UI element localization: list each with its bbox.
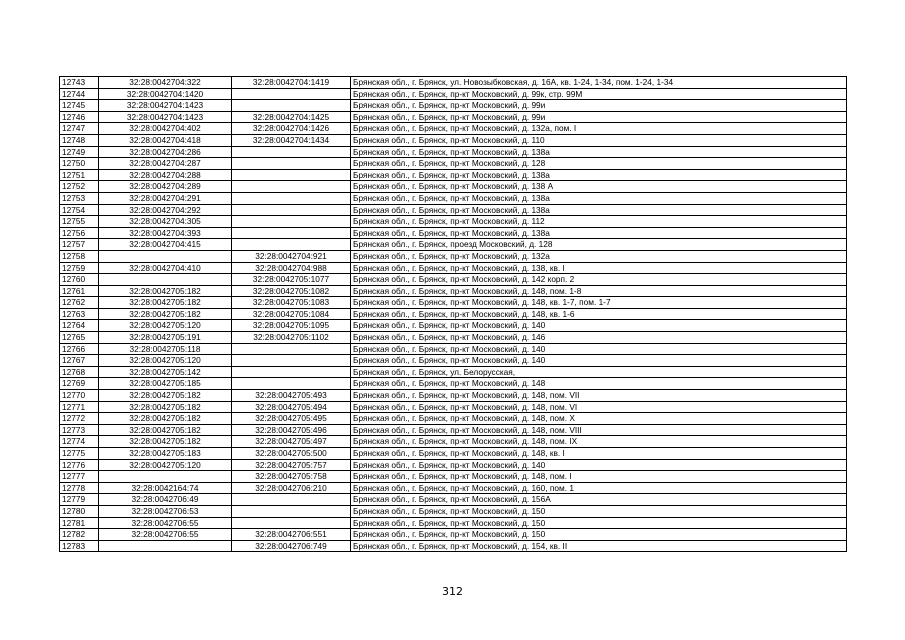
object-number-cell bbox=[232, 239, 351, 251]
address-cell: Брянская обл., г. Брянск, пр-кт Московский, д. 140 bbox=[351, 355, 847, 367]
address-cell: Брянская обл., г. Брянск, пр-кт Московский, д. 148, пом. I bbox=[351, 471, 847, 483]
table-row bbox=[60, 320, 847, 332]
object-number-cell: 32:28:0042705:496 bbox=[232, 424, 351, 436]
row-number-cell: 12759 bbox=[60, 262, 99, 274]
address-cell: Брянская обл., г. Брянск, пр-кт Московский, д. 132а, пом. I bbox=[351, 123, 847, 135]
table-row bbox=[60, 308, 847, 320]
table-row bbox=[60, 111, 847, 123]
table-row bbox=[60, 100, 847, 112]
table-row bbox=[60, 366, 847, 378]
address-cell: Брянская обл., г. Брянск, пр-кт Московский, д. 140 bbox=[351, 343, 847, 355]
object-number-cell: 32:28:0042705:494 bbox=[232, 401, 351, 413]
address-cell: Брянская обл., г. Брянск, пр-кт Московский, д. 138а bbox=[351, 169, 847, 181]
parcel-number-cell: 32:28:0042705:182 bbox=[99, 424, 232, 436]
table-row bbox=[60, 227, 847, 239]
table-row bbox=[60, 355, 847, 367]
registry-table-body bbox=[60, 77, 847, 552]
parcel-number-cell: 32:28:0042705:182 bbox=[99, 401, 232, 413]
table-row bbox=[60, 146, 847, 158]
object-number-cell: 32:28:0042704:1426 bbox=[232, 123, 351, 135]
parcel-number-cell: 32:28:0042705:182 bbox=[99, 413, 232, 425]
object-number-cell bbox=[232, 192, 351, 204]
address-cell: Брянская обл., г. Брянск, пр-кт Московский, д. 138, кв. I bbox=[351, 262, 847, 274]
table-row bbox=[60, 77, 847, 89]
address-cell: Брянская обл., г. Брянск, пр-кт Московский, д. 112 bbox=[351, 216, 847, 228]
address-cell: Брянская обл., г. Брянск, пр-кт Московский, д. 148, пом. X bbox=[351, 413, 847, 425]
parcel-number-cell: 32:28:0042706:55 bbox=[99, 517, 232, 529]
parcel-number-cell: 32:28:0042705:118 bbox=[99, 343, 232, 355]
table-row bbox=[60, 540, 847, 552]
table-row bbox=[60, 529, 847, 541]
table-row bbox=[60, 471, 847, 483]
object-number-cell: 32:28:0042705:1084 bbox=[232, 308, 351, 320]
table-row bbox=[60, 134, 847, 146]
parcel-number-cell: 32:28:0042705:142 bbox=[99, 366, 232, 378]
address-cell: Брянская обл., г. Брянск, пр-кт Московский, д. 148, пом. 1-8 bbox=[351, 285, 847, 297]
parcel-number-cell: 32:28:0042704:291 bbox=[99, 192, 232, 204]
table-row bbox=[60, 169, 847, 181]
address-cell: Брянская обл., г. Брянск, пр-кт Московский, д. 138 А bbox=[351, 181, 847, 193]
row-number-cell: 12761 bbox=[60, 285, 99, 297]
object-number-cell bbox=[232, 378, 351, 390]
table-row bbox=[60, 517, 847, 529]
table-row bbox=[60, 505, 847, 517]
address-cell: Брянская обл., г. Брянск, пр-кт Московский, д. 138а bbox=[351, 146, 847, 158]
object-number-cell: 32:28:0042706:749 bbox=[232, 540, 351, 552]
parcel-number-cell: 32:28:0042704:286 bbox=[99, 146, 232, 158]
table-row bbox=[60, 413, 847, 425]
address-cell: Брянская обл., г. Брянск, пр-кт Московский, д. 99и bbox=[351, 100, 847, 112]
address-cell: Брянская обл., г. Брянск, пр-кт Московский, д. 156А bbox=[351, 494, 847, 506]
table-row bbox=[60, 274, 847, 286]
object-number-cell bbox=[232, 227, 351, 239]
address-cell: Брянская обл., г. Брянск, пр-кт Московский, д. 138а bbox=[351, 227, 847, 239]
row-number-cell: 12758 bbox=[60, 250, 99, 262]
row-number-cell: 12772 bbox=[60, 413, 99, 425]
parcel-number-cell: 32:28:0042705:182 bbox=[99, 285, 232, 297]
address-cell: Брянская обл., г. Брянск, пр-кт Московский, д. 148, пом. VI bbox=[351, 401, 847, 413]
object-number-cell: 32:28:0042704:921 bbox=[232, 250, 351, 262]
address-cell: Брянская обл., г. Брянск, пр-кт Московский, д. 148, кв. 1-7, пом. 1-7 bbox=[351, 297, 847, 309]
row-number-cell: 12749 bbox=[60, 146, 99, 158]
address-cell: Брянская обл., г. Брянск, пр-кт Московский, д. 148, пом. VII bbox=[351, 390, 847, 402]
object-number-cell: 32:28:0042705:500 bbox=[232, 448, 351, 460]
row-number-cell: 12767 bbox=[60, 355, 99, 367]
object-number-cell: 32:28:0042705:1077 bbox=[232, 274, 351, 286]
object-number-cell bbox=[232, 505, 351, 517]
parcel-number-cell: 32:28:0042705:183 bbox=[99, 448, 232, 460]
parcel-number-cell: 32:28:0042704:393 bbox=[99, 227, 232, 239]
address-cell: Брянская обл., г. Брянск, пр-кт Московский, д. 148, кв. I bbox=[351, 448, 847, 460]
object-number-cell bbox=[232, 355, 351, 367]
object-number-cell: 32:28:0042704:1425 bbox=[232, 111, 351, 123]
parcel-number-cell: 32:28:0042704:1423 bbox=[99, 100, 232, 112]
row-number-cell: 12769 bbox=[60, 378, 99, 390]
table-row bbox=[60, 88, 847, 100]
row-number-cell: 12768 bbox=[60, 366, 99, 378]
object-number-cell: 32:28:0042705:1095 bbox=[232, 320, 351, 332]
table-row bbox=[60, 390, 847, 402]
object-number-cell: 32:28:0042705:758 bbox=[232, 471, 351, 483]
row-number-cell: 12756 bbox=[60, 227, 99, 239]
row-number-cell: 12770 bbox=[60, 390, 99, 402]
row-number-cell: 12764 bbox=[60, 320, 99, 332]
object-number-cell: 32:28:0042705:1102 bbox=[232, 332, 351, 344]
row-number-cell: 12763 bbox=[60, 308, 99, 320]
table-row bbox=[60, 285, 847, 297]
table-row bbox=[60, 424, 847, 436]
object-number-cell: 32:28:0042705:1082 bbox=[232, 285, 351, 297]
row-number-cell: 12765 bbox=[60, 332, 99, 344]
object-number-cell: 32:28:0042704:1419 bbox=[232, 77, 351, 89]
table-row bbox=[60, 297, 847, 309]
address-cell: Брянская обл., г. Брянск, пр-кт Московский, д. 140 bbox=[351, 320, 847, 332]
parcel-number-cell: 32:28:0042704:1423 bbox=[99, 111, 232, 123]
parcel-number-cell bbox=[99, 250, 232, 262]
address-cell: Брянская обл., г. Брянск, пр-кт Московский, д. 140 bbox=[351, 459, 847, 471]
page-number: 312 bbox=[442, 585, 463, 598]
parcel-number-cell bbox=[99, 471, 232, 483]
address-cell: Брянская обл., г. Брянск, пр-кт Московский, д. 110 bbox=[351, 134, 847, 146]
table-row bbox=[60, 262, 847, 274]
parcel-number-cell: 32:28:0042164:74 bbox=[99, 482, 232, 494]
address-cell: Брянская обл., г. Брянск, пр-кт Московский, д. 160, пом. 1 bbox=[351, 482, 847, 494]
row-number-cell: 12754 bbox=[60, 204, 99, 216]
object-number-cell: 32:28:0042705:1083 bbox=[232, 297, 351, 309]
address-cell: Брянская обл., г. Брянск, пр-кт Московский, д. 150 bbox=[351, 529, 847, 541]
table-row bbox=[60, 448, 847, 460]
row-number-cell: 12743 bbox=[60, 77, 99, 89]
object-number-cell bbox=[232, 158, 351, 170]
address-cell: Брянская обл., г. Брянск, пр-кт Московский, д. 99к, стр. 99М bbox=[351, 88, 847, 100]
object-number-cell bbox=[232, 366, 351, 378]
row-number-cell: 12745 bbox=[60, 100, 99, 112]
parcel-number-cell: 32:28:0042706:53 bbox=[99, 505, 232, 517]
parcel-number-cell: 32:28:0042704:292 bbox=[99, 204, 232, 216]
table-row bbox=[60, 204, 847, 216]
parcel-number-cell: 32:28:0042705:182 bbox=[99, 436, 232, 448]
object-number-cell bbox=[232, 100, 351, 112]
object-number-cell bbox=[232, 494, 351, 506]
address-cell: Брянская обл., г. Брянск, пр-кт Московский, д. 142 корп. 2 bbox=[351, 274, 847, 286]
parcel-number-cell: 32:28:0042704:322 bbox=[99, 77, 232, 89]
object-number-cell bbox=[232, 204, 351, 216]
object-number-cell bbox=[232, 517, 351, 529]
parcel-number-cell: 32:28:0042704:287 bbox=[99, 158, 232, 170]
parcel-number-cell: 32:28:0042704:1420 bbox=[99, 88, 232, 100]
object-number-cell: 32:28:0042706:210 bbox=[232, 482, 351, 494]
parcel-number-cell: 32:28:0042705:185 bbox=[99, 378, 232, 390]
address-cell: Брянская обл., г. Брянск, пр-кт Московский, д. 148, пом. IX bbox=[351, 436, 847, 448]
table-row bbox=[60, 332, 847, 344]
table-row bbox=[60, 378, 847, 390]
row-number-cell: 12778 bbox=[60, 482, 99, 494]
parcel-number-cell: 32:28:0042706:49 bbox=[99, 494, 232, 506]
parcel-number-cell: 32:28:0042705:191 bbox=[99, 332, 232, 344]
row-number-cell: 12783 bbox=[60, 540, 99, 552]
address-cell: Брянская обл., г. Брянск, пр-кт Московский, д. 138а bbox=[351, 204, 847, 216]
object-number-cell bbox=[232, 181, 351, 193]
address-cell: Брянская обл., г. Брянск, пр-кт Московский, д. 148, пом. VIII bbox=[351, 424, 847, 436]
parcel-number-cell: 32:28:0042705:120 bbox=[99, 459, 232, 471]
registry-table bbox=[59, 76, 847, 552]
address-cell: Брянская обл., г. Брянск, пр-кт Московский, д. 148, кв. 1-6 bbox=[351, 308, 847, 320]
object-number-cell: 32:28:0042705:495 bbox=[232, 413, 351, 425]
address-cell: Брянская обл., г. Брянск, пр-кт Московский, д. 128 bbox=[351, 158, 847, 170]
object-number-cell: 32:28:0042705:497 bbox=[232, 436, 351, 448]
parcel-number-cell: 32:28:0042704:402 bbox=[99, 123, 232, 135]
row-number-cell: 12774 bbox=[60, 436, 99, 448]
object-number-cell bbox=[232, 216, 351, 228]
object-number-cell: 32:28:0042704:1434 bbox=[232, 134, 351, 146]
parcel-number-cell: 32:28:0042705:182 bbox=[99, 390, 232, 402]
parcel-number-cell: 32:28:0042704:415 bbox=[99, 239, 232, 251]
object-number-cell bbox=[232, 343, 351, 355]
object-number-cell: 32:28:0042705:493 bbox=[232, 390, 351, 402]
address-cell: Брянская обл., г. Брянск, пр-кт Московский, д. 146 bbox=[351, 332, 847, 344]
row-number-cell: 12751 bbox=[60, 169, 99, 181]
address-cell: Брянская обл., г. Брянск, пр-кт Московский, д. 150 bbox=[351, 517, 847, 529]
parcel-number-cell: 32:28:0042704:305 bbox=[99, 216, 232, 228]
object-number-cell bbox=[232, 146, 351, 158]
address-cell: Брянская обл., г. Брянск, пр-кт Московский, д. 150 bbox=[351, 505, 847, 517]
parcel-number-cell: 32:28:0042704:288 bbox=[99, 169, 232, 181]
table-row bbox=[60, 158, 847, 170]
table-row bbox=[60, 459, 847, 471]
row-number-cell: 12760 bbox=[60, 274, 99, 286]
table-row bbox=[60, 192, 847, 204]
row-number-cell: 12779 bbox=[60, 494, 99, 506]
table-row bbox=[60, 482, 847, 494]
address-cell: Брянская обл., г. Брянск, ул. Белорусская, bbox=[351, 366, 847, 378]
row-number-cell: 12777 bbox=[60, 471, 99, 483]
row-number-cell: 12747 bbox=[60, 123, 99, 135]
parcel-number-cell: 32:28:0042705:120 bbox=[99, 320, 232, 332]
row-number-cell: 12776 bbox=[60, 459, 99, 471]
row-number-cell: 12781 bbox=[60, 517, 99, 529]
table-row bbox=[60, 250, 847, 262]
parcel-number-cell: 32:28:0042705:120 bbox=[99, 355, 232, 367]
address-cell: Брянская обл., г. Брянск, пр-кт Московский, д. 99и bbox=[351, 111, 847, 123]
object-number-cell bbox=[232, 88, 351, 100]
object-number-cell: 32:28:0042704:988 bbox=[232, 262, 351, 274]
table-row bbox=[60, 494, 847, 506]
row-number-cell: 12746 bbox=[60, 111, 99, 123]
parcel-number-cell: 32:28:0042705:182 bbox=[99, 297, 232, 309]
address-cell: Брянская обл., г. Брянск, пр-кт Московский, д. 132а bbox=[351, 250, 847, 262]
parcel-number-cell: 32:28:0042706:55 bbox=[99, 529, 232, 541]
parcel-number-cell: 32:28:0042704:289 bbox=[99, 181, 232, 193]
row-number-cell: 12753 bbox=[60, 192, 99, 204]
row-number-cell: 12773 bbox=[60, 424, 99, 436]
address-cell: Брянская обл., г. Брянск, пр-кт Московский, д. 138а bbox=[351, 192, 847, 204]
address-cell: Брянская обл., г. Брянск, проезд Московский, д. 128 bbox=[351, 239, 847, 251]
table-row bbox=[60, 181, 847, 193]
parcel-number-cell bbox=[99, 274, 232, 286]
object-number-cell bbox=[232, 169, 351, 181]
row-number-cell: 12780 bbox=[60, 505, 99, 517]
table-row bbox=[60, 436, 847, 448]
parcel-number-cell: 32:28:0042704:418 bbox=[99, 134, 232, 146]
address-cell: Брянская обл., г. Брянск, пр-кт Московский, д. 154, кв. II bbox=[351, 540, 847, 552]
row-number-cell: 12762 bbox=[60, 297, 99, 309]
table-row bbox=[60, 216, 847, 228]
table-row bbox=[60, 123, 847, 135]
row-number-cell: 12782 bbox=[60, 529, 99, 541]
row-number-cell: 12744 bbox=[60, 88, 99, 100]
parcel-number-cell: 32:28:0042705:182 bbox=[99, 308, 232, 320]
row-number-cell: 12750 bbox=[60, 158, 99, 170]
row-number-cell: 12752 bbox=[60, 181, 99, 193]
row-number-cell: 12771 bbox=[60, 401, 99, 413]
table-row bbox=[60, 401, 847, 413]
row-number-cell: 12775 bbox=[60, 448, 99, 460]
table-row bbox=[60, 343, 847, 355]
row-number-cell: 12766 bbox=[60, 343, 99, 355]
address-cell: Брянская обл., г. Брянск, пр-кт Московский, д. 148 bbox=[351, 378, 847, 390]
object-number-cell: 32:28:0042706:551 bbox=[232, 529, 351, 541]
parcel-number-cell: 32:28:0042704:410 bbox=[99, 262, 232, 274]
object-number-cell: 32:28:0042705:757 bbox=[232, 459, 351, 471]
row-number-cell: 12748 bbox=[60, 134, 99, 146]
row-number-cell: 12757 bbox=[60, 239, 99, 251]
parcel-number-cell bbox=[99, 540, 232, 552]
row-number-cell: 12755 bbox=[60, 216, 99, 228]
address-cell: Брянская обл., г. Брянск, ул. Новозыбковская, д. 16А, кв. 1-24, 1-34, пом. 1-24, 1-34 bbox=[351, 77, 847, 89]
table-row bbox=[60, 239, 847, 251]
